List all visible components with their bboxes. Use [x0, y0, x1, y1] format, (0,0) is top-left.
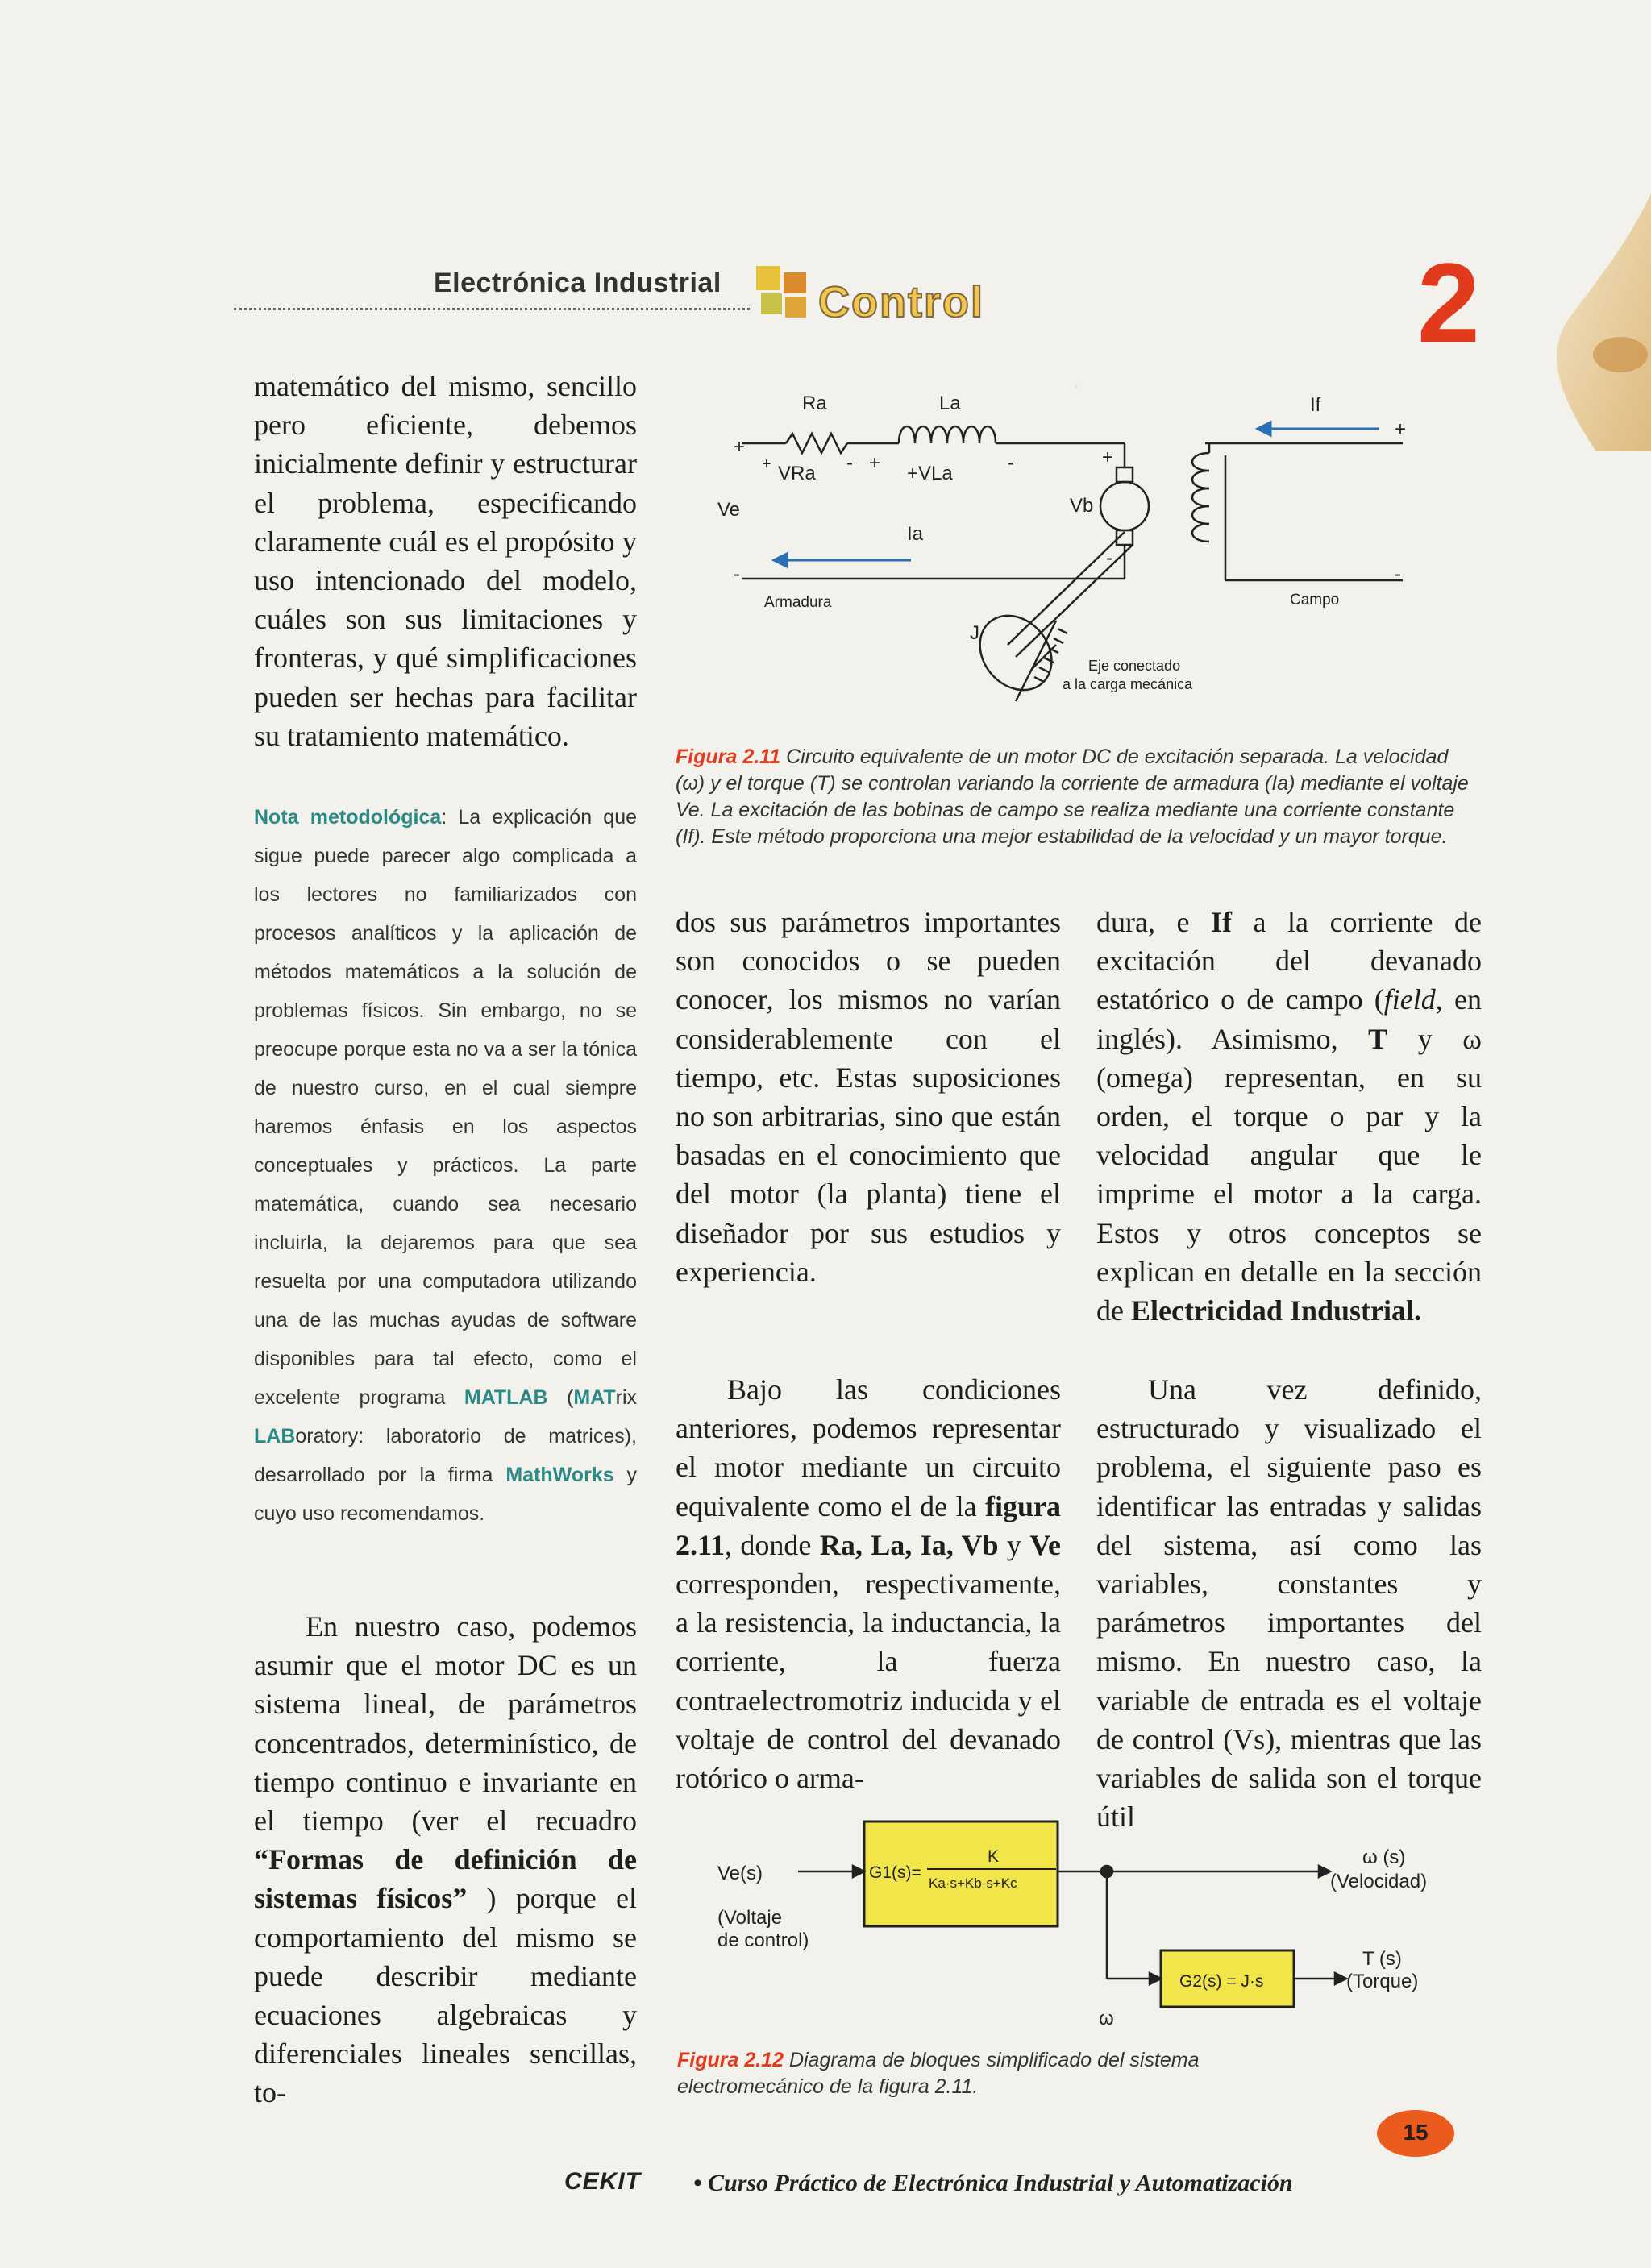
- figure-2-11-number: Figura 2.11: [676, 746, 781, 768]
- figure-2-11-caption-text: Circuito equivalente de un motor DC de excitación separada. La velocidad (ω) y el torque (T) se controlan variando la corriente de armadura (Ia) mediante el voltaje Ve. La excitación de las bobinas de campo se realiza mediante una corriente constante (If). Este método proporciona una mejor estabilidad de la velocidad y un mayor torque.: [676, 746, 1469, 848]
- chapter-number: 2: [1417, 239, 1480, 366]
- label-ia: Ia: [907, 523, 924, 545]
- label-minus-vla: -: [1008, 452, 1014, 474]
- label-eje-1: Eje conectado: [1088, 658, 1181, 674]
- note-text-1: : La explicación que sigue puede parecer algo complicada a los lectores no familiarizados con procesos analíticos y la aplicación de métodos matemáticos a la solución de problemas físicos. Sin embargo, no se preocupe porque esta no va a ser la tónica de nuestro curso, en el cual siempre haremos énfasis en los aspectos conceptuales y prácticos. La parte matemática, cuando sea necesario incluirla, la dejaremos para que sea resuelta por una computadora utilizando una de las muchas ayudas de software disponibles para tal efecto, como el excelente programa: [254, 806, 637, 1409]
- bd-out2: T (s): [1362, 1948, 1402, 1970]
- dc-motor-assumptions-paragraph: [254, 1607, 637, 2112]
- assumptions-text-a: En nuestro caso, podemos asumir que el motor DC es un sistema lineal, de parámetros concentrados, determinístico, de tiempo continuo e invariante en el tiempo (ver el recuadro: [254, 1610, 637, 1838]
- intro-paragraph-text: matemático del mismo, sencillo pero eficiente, debemos inicialmente definir y estructurar el problema, especificando claramente cuál es el propósito y uso intencionado del modelo, cuáles son sus limitaciones y fronteras, y qué simplificaciones pueden ser hechas para facilitar su tratamiento matemático.: [254, 370, 637, 752]
- r1-b: a la corriente de excitación del devanado estatórico o de campo (: [1096, 906, 1482, 1016]
- mid2-ve: Ve: [1029, 1528, 1062, 1561]
- label-minus-vra: -: [846, 452, 853, 474]
- intro-paragraph: [254, 367, 637, 755]
- r1-t: T: [1368, 1022, 1388, 1055]
- note-matlab: MATLAB: [464, 1386, 548, 1409]
- label-vla: +VLa: [907, 463, 953, 484]
- methodological-note: [254, 798, 637, 1533]
- header-logo-icon: [756, 266, 813, 322]
- figure-2-12-caption: [677, 2047, 1322, 2100]
- r1-c: , en inglés). Asimismo,: [1096, 983, 1482, 1055]
- label-armadura: Armadura: [764, 594, 832, 611]
- page-number-badge: [1377, 2110, 1454, 2157]
- right-paragraph-1: [1096, 903, 1482, 1330]
- bd-input: Ve(s): [717, 1863, 763, 1884]
- r1-if: If: [1211, 906, 1233, 938]
- bd-out2-desc: (Torque): [1346, 1971, 1419, 1992]
- label-minus-field: -: [1395, 563, 1401, 585]
- note-mat: MAT: [573, 1386, 616, 1409]
- bd-out1-desc: (Velocidad): [1330, 1871, 1428, 1892]
- bd-g1-num: K: [988, 1847, 1000, 1866]
- header-rule: [234, 308, 750, 310]
- bd-g1-label: G1(s)=: [869, 1863, 921, 1882]
- note-text-5: y cuyo uso recomendamos.: [254, 1464, 638, 1525]
- figure-2-12-caption-text: Diagrama de bloques simplificado del sistema electromecánico de la figura 2.11.: [677, 2049, 1200, 2098]
- figure-2-12-number: Figura 2.12: [677, 2049, 784, 2071]
- right-paragraph-1-text: [1096, 903, 1482, 1330]
- r1-field: field: [1383, 983, 1436, 1016]
- page-footer: [564, 2160, 1572, 2216]
- middle-paragraph-2: [676, 1370, 1061, 1797]
- label-eje-2: a la carga mecánica: [1063, 676, 1193, 692]
- label-ve: Ve: [717, 499, 741, 521]
- label-plus-ve: +: [734, 436, 746, 458]
- right-paragraph-2: [1096, 1370, 1482, 1836]
- label-plus-field: +: [1395, 418, 1407, 440]
- label-if: If: [1310, 394, 1321, 416]
- note-lab: LAB: [254, 1425, 296, 1448]
- label-vb: Vb: [1070, 495, 1094, 517]
- bd-omega: ω: [1099, 2008, 1114, 2029]
- page-header: [234, 258, 1467, 339]
- label-plus-vb: +: [1102, 447, 1114, 468]
- figure-2-12-block-diagram: [709, 1813, 1483, 2039]
- r1-d: y ω (omega) representan, en su orden, el torque o par y la velocidad angular que le imprime el motor a la carga. Estos y otros conceptos se explican en detalle en la sección de: [1096, 1022, 1482, 1327]
- mid2-b: , donde: [725, 1528, 820, 1561]
- footer-brand: CEKIT: [564, 2168, 641, 2195]
- label-j: J: [970, 622, 979, 644]
- bd-out1: ω (s): [1362, 1846, 1406, 1868]
- corner-decoration: [1475, 193, 1651, 451]
- label-campo: Campo: [1290, 592, 1340, 609]
- note-text-2: (: [547, 1386, 574, 1409]
- assumptions-text: [254, 1607, 637, 2112]
- mid2-c: y: [998, 1528, 1030, 1561]
- bleed-through-text: ·: [1072, 371, 1081, 400]
- label-vra: VRa: [778, 463, 816, 484]
- mid2-symbols: Ra, La, Ia, Vb: [819, 1528, 999, 1561]
- r1-a: dura, e: [1096, 906, 1212, 938]
- header-title: Electrónica Industrial: [434, 268, 722, 298]
- note-text-4: oratory: laboratorio de matrices), desarrollado por la firma: [254, 1425, 637, 1486]
- bd-g2-label: G2(s) = J·s: [1179, 1972, 1264, 1991]
- figure-2-11-circuit: [709, 379, 1483, 717]
- bd-input-desc-2: de control): [717, 1929, 809, 1951]
- mid2-fig-ref: figura 2.11: [676, 1489, 1061, 1561]
- note-text-3: rix: [615, 1386, 638, 1409]
- label-minus-ve: -: [734, 563, 740, 585]
- middle-paragraph-1-text: dos sus parámetros importantes son conocidos o se pueden conocer, los mismos no varían considerablemente con el tiempo, etc. Estas suposiciones no son arbitrarias, sino que están basadas en el conocimiento que del motor (la planta) tiene el diseñador por sus estudios y experiencia.: [676, 906, 1061, 1288]
- label-minus-vb: -: [1106, 547, 1112, 569]
- boxed-reference: “Formas de definición de sistemas físicos”: [254, 1843, 637, 1915]
- mid2-d: corresponden, respectivamente, a la resistencia, la inductancia, la corriente, la fuerza contraelectromotriz inducida y el voltaje de control del devanado rotórico o arma-: [676, 1568, 1061, 1795]
- middle-paragraph-1: [676, 903, 1061, 1291]
- mid2-a: Bajo las condiciones anteriores, podemos representar el motor mediante un circuito equivalente como el de la: [676, 1373, 1061, 1522]
- header-section-title: Control: [818, 278, 984, 326]
- footer-text: • Curso Práctico de Electrónica Industrial y Automatización: [693, 2170, 1293, 2196]
- note-mathworks: MathWorks: [505, 1464, 614, 1486]
- page-number: 15: [1403, 2120, 1429, 2145]
- r1-section-ref: Electricidad Industrial.: [1130, 1294, 1422, 1327]
- label-plus-vla: +: [869, 452, 881, 474]
- bd-g1-den: Ka·s+Kb·s+Kc: [929, 1875, 1017, 1891]
- label-la: La: [939, 393, 961, 414]
- middle-paragraph-2-text: [676, 1370, 1061, 1797]
- label-ra: Ra: [802, 393, 827, 414]
- right-paragraph-2-text: Una vez definido, estructurado y visualizado el problema, el siguiente paso es identificar las entradas y salidas del sistema, así como las variables, constantes y parámetros importantes del mismo. En nuestro caso, la variable de entrada es el voltaje de control (Vs), mientras que las variables de salida son el torque útil: [1096, 1373, 1482, 1834]
- assumptions-text-b: ) porque el comportamiento del mismo se puede describir mediante ecuaciones algebraicas y diferenciales lineales sencillas, to-: [254, 1882, 637, 2109]
- bd-input-desc-1: (Voltaje: [717, 1907, 783, 1929]
- label-plus-vra: +: [762, 455, 771, 473]
- note-label: Nota metodológica: [254, 806, 442, 829]
- figure-2-11-caption: [676, 744, 1482, 850]
